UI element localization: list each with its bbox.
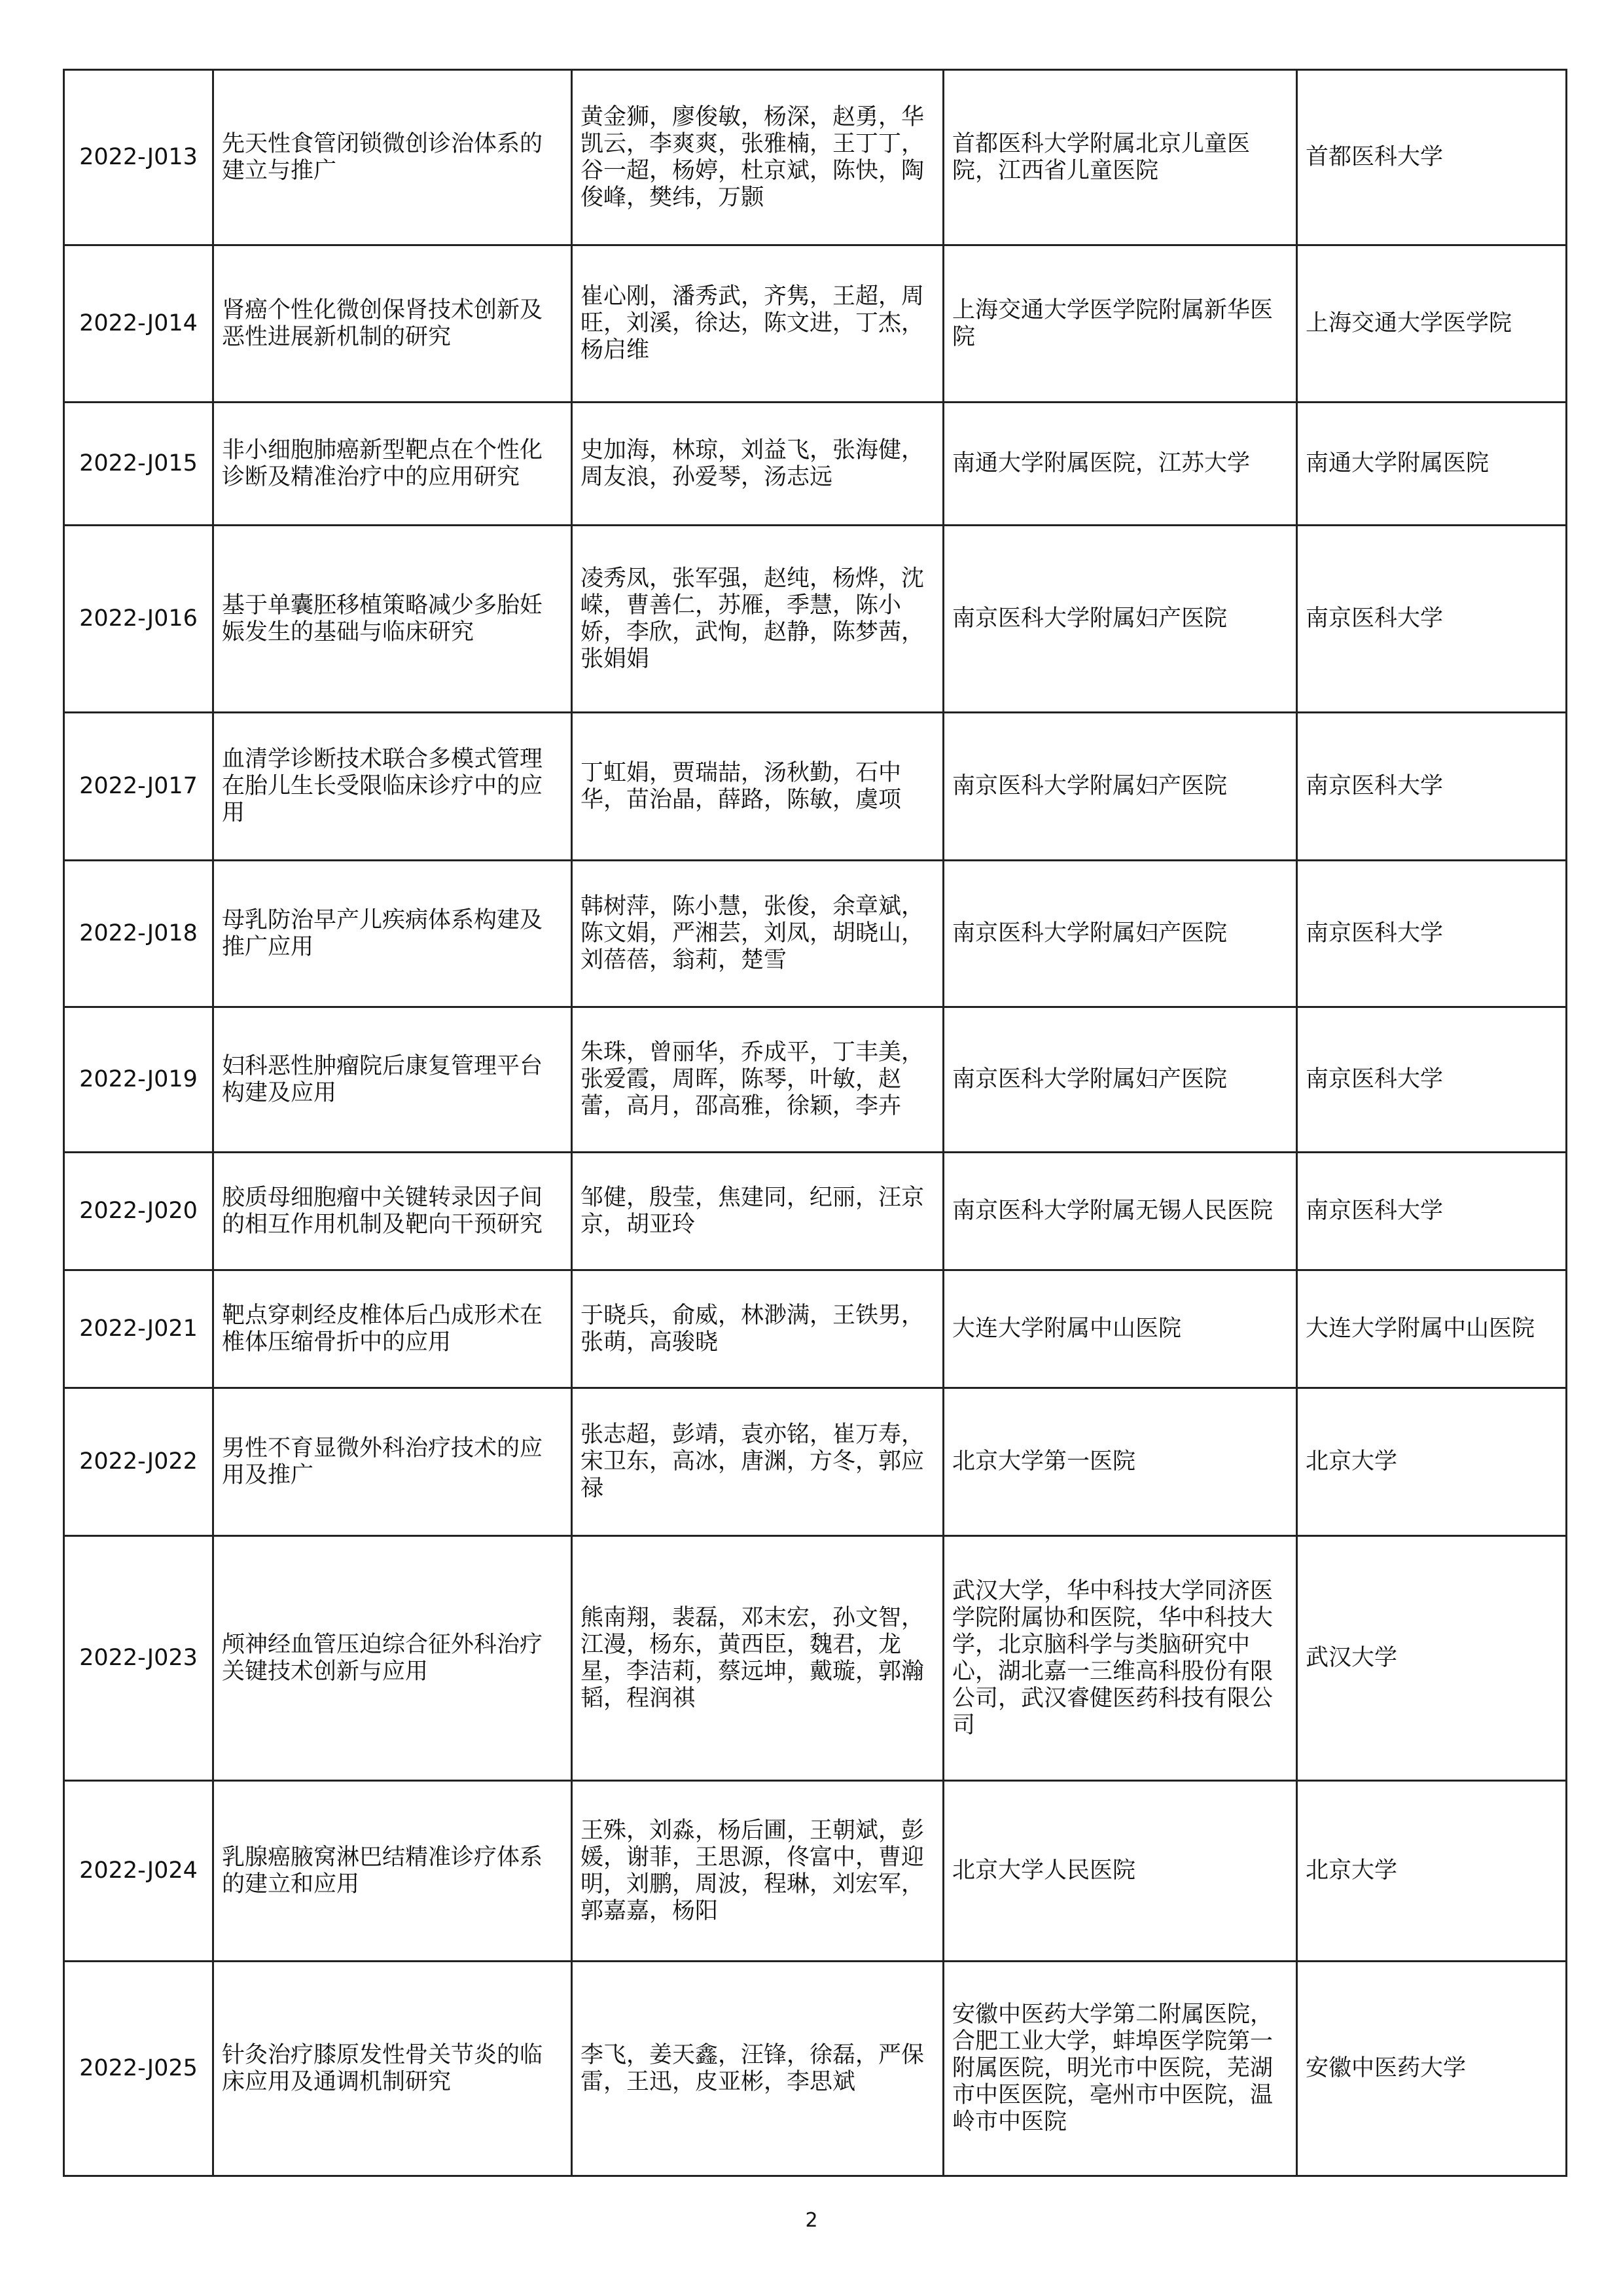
- table-row: [64, 1781, 1567, 1962]
- project-members: 史加海，林琼，刘益飞，张海健，周友浪，孙爱琴，汤志远: [572, 403, 944, 526]
- project-members: 凌秀凤，张军强，赵纯，杨烨，沈嵘，曹善仁，苏雁，季慧，陈小娇，李欣，武恂，赵静，陈梦茜，张娟娟: [572, 526, 944, 713]
- project-members: 崔心刚，潘秀武，齐隽，王超，周旺，刘溪，徐达，陈文进，丁杰，杨启维: [572, 245, 944, 403]
- recommending-unit: 大连大学附属中山医院: [1297, 1270, 1567, 1388]
- project-members: 黄金狮，廖俊敏，杨深，赵勇，华凯云，李爽爽，张雅楠，王丁丁，谷一超，杨婷，杜京斌，陈快，陶俊峰，樊纬，万颢: [572, 70, 944, 245]
- table-row: [64, 1007, 1567, 1153]
- recommending-unit: 北京大学: [1297, 1388, 1567, 1536]
- project-members: 朱珠，曾丽华，乔成平，丁丰美，张爱霞，周晖，陈琴，叶敏，赵蕾，高月，邵高雅，徐颖，李卉: [572, 1007, 944, 1153]
- project-title: 乳腺癌腋窝淋巴结精准诊疗体系的建立和应用: [213, 1781, 572, 1962]
- project-members: 韩树萍，陈小慧，张俊，余章斌，陈文娟，严湘芸，刘凤，胡晓山，刘蓓蓓，翁莉，楚雪: [572, 861, 944, 1007]
- project-code: 2022-J015: [64, 403, 213, 526]
- completing-units: 北京大学人民医院: [944, 1781, 1297, 1962]
- project-members: 丁虹娟，贾瑞喆，汤秋勤，石中华，苗治晶，薛路，陈敏，虞项: [572, 713, 944, 861]
- table-row: [64, 70, 1567, 245]
- table-row: [64, 1962, 1567, 2176]
- recommending-unit: 南京医科大学: [1297, 526, 1567, 713]
- completing-units: 南京医科大学附属妇产医院: [944, 861, 1297, 1007]
- table-body: [64, 70, 1567, 2176]
- recommending-unit: 武汉大学: [1297, 1536, 1567, 1781]
- project-code: 2022-J022: [64, 1388, 213, 1536]
- table-row: [64, 1270, 1567, 1388]
- project-code: 2022-J016: [64, 526, 213, 713]
- completing-units: 南京医科大学附属妇产医院: [944, 713, 1297, 861]
- project-code: 2022-J019: [64, 1007, 213, 1153]
- project-title: 胶质母细胞瘤中关键转录因子间的相互作用机制及靶向干预研究: [213, 1153, 572, 1270]
- project-members: 张志超，彭靖，袁亦铭，崔万寿，宋卫东，高冰，唐渊，方冬，郭应禄: [572, 1388, 944, 1536]
- project-code: 2022-J013: [64, 70, 213, 245]
- project-title: 靶点穿刺经皮椎体后凸成形术在椎体压缩骨折中的应用: [213, 1270, 572, 1388]
- recommending-unit: 南通大学附属医院: [1297, 403, 1567, 526]
- table-row: [64, 861, 1567, 1007]
- completing-units: 南京医科大学附属妇产医院: [944, 1007, 1297, 1153]
- completing-units: 南京医科大学附属无锡人民医院: [944, 1153, 1297, 1270]
- awards-table: [63, 69, 1567, 2177]
- completing-units: 北京大学第一医院: [944, 1388, 1297, 1536]
- table-row: [64, 526, 1567, 713]
- completing-units: 南京医科大学附属妇产医院: [944, 526, 1297, 713]
- table-row: [64, 713, 1567, 861]
- table-row: [64, 1388, 1567, 1536]
- project-members: 王殊，刘淼，杨后圃，王朝斌，彭媛，谢菲，王思源，佟富中，曹迎明，刘鹏，周波，程琳，刘宏军，郭嘉嘉，杨阳: [572, 1781, 944, 1962]
- project-title: 男性不育显微外科治疗技术的应用及推广: [213, 1388, 572, 1536]
- project-code: 2022-J014: [64, 245, 213, 403]
- project-title: 非小细胞肺癌新型靶点在个性化诊断及精准治疗中的应用研究: [213, 403, 572, 526]
- completing-units: 安徽中医药大学第二附属医院，合肥工业大学，蚌埠医学院第一附属医院，明光市中医院，芜湖市中医医院，亳州市中医院，温岭市中医院: [944, 1962, 1297, 2176]
- project-members: 李飞，姜天鑫，汪锋，徐磊，严保雷，王迅，皮亚彬，李思斌: [572, 1962, 944, 2176]
- project-title: 血清学诊断技术联合多模式管理在胎儿生长受限临床诊疗中的应用: [213, 713, 572, 861]
- project-title: 妇科恶性肿瘤院后康复管理平台构建及应用: [213, 1007, 572, 1153]
- project-code: 2022-J023: [64, 1536, 213, 1781]
- table-row: [64, 1153, 1567, 1270]
- project-title: 先天性食管闭锁微创诊治体系的建立与推广: [213, 70, 572, 245]
- recommending-unit: 首都医科大学: [1297, 70, 1567, 245]
- project-code: 2022-J021: [64, 1270, 213, 1388]
- table-row: [64, 245, 1567, 403]
- table-row: [64, 1536, 1567, 1781]
- project-title: 颅神经血管压迫综合征外科治疗关键技术创新与应用: [213, 1536, 572, 1781]
- recommending-unit: 北京大学: [1297, 1781, 1567, 1962]
- page-number: 2: [805, 2209, 818, 2232]
- recommending-unit: 南京医科大学: [1297, 713, 1567, 861]
- project-code: 2022-J025: [64, 1962, 213, 2176]
- completing-units: 武汉大学，华中科技大学同济医学院附属协和医院，华中科技大学，北京脑科学与类脑研究中心，湖北嘉一三维高科股份有限公司，武汉睿健医药科技有限公司: [944, 1536, 1297, 1781]
- project-members: 邹健，殷莹，焦建同，纪丽，汪京京，胡亚玲: [572, 1153, 944, 1270]
- project-code: 2022-J017: [64, 713, 213, 861]
- completing-units: 上海交通大学医学院附属新华医院: [944, 245, 1297, 403]
- project-title: 母乳防治早产儿疾病体系构建及推广应用: [213, 861, 572, 1007]
- recommending-unit: 上海交通大学医学院: [1297, 245, 1567, 403]
- recommending-unit: 南京医科大学: [1297, 1153, 1567, 1270]
- project-members: 熊南翔，裴磊，邓末宏，孙文智，江漫，杨东，黄西臣，魏君，龙星，李洁莉，蔡远坤，戴璇，郭瀚韬，程润祺: [572, 1536, 944, 1781]
- project-title: 基于单囊胚移植策略减少多胎妊娠发生的基础与临床研究: [213, 526, 572, 713]
- project-code: 2022-J018: [64, 861, 213, 1007]
- recommending-unit: 安徽中医药大学: [1297, 1962, 1567, 2176]
- project-code: 2022-J024: [64, 1781, 213, 1962]
- recommending-unit: 南京医科大学: [1297, 1007, 1567, 1153]
- project-members: 于晓兵，俞威，林渺满，王铁男，张萌，高骏晓: [572, 1270, 944, 1388]
- recommending-unit: 南京医科大学: [1297, 861, 1567, 1007]
- completing-units: 大连大学附属中山医院: [944, 1270, 1297, 1388]
- completing-units: 南通大学附属医院，江苏大学: [944, 403, 1297, 526]
- project-title: 肾癌个性化微创保肾技术创新及恶性进展新机制的研究: [213, 245, 572, 403]
- completing-units: 首都医科大学附属北京儿童医院，江西省儿童医院: [944, 70, 1297, 245]
- project-code: 2022-J020: [64, 1153, 213, 1270]
- table-row: [64, 403, 1567, 526]
- project-title: 针灸治疗膝原发性骨关节炎的临床应用及通调机制研究: [213, 1962, 572, 2176]
